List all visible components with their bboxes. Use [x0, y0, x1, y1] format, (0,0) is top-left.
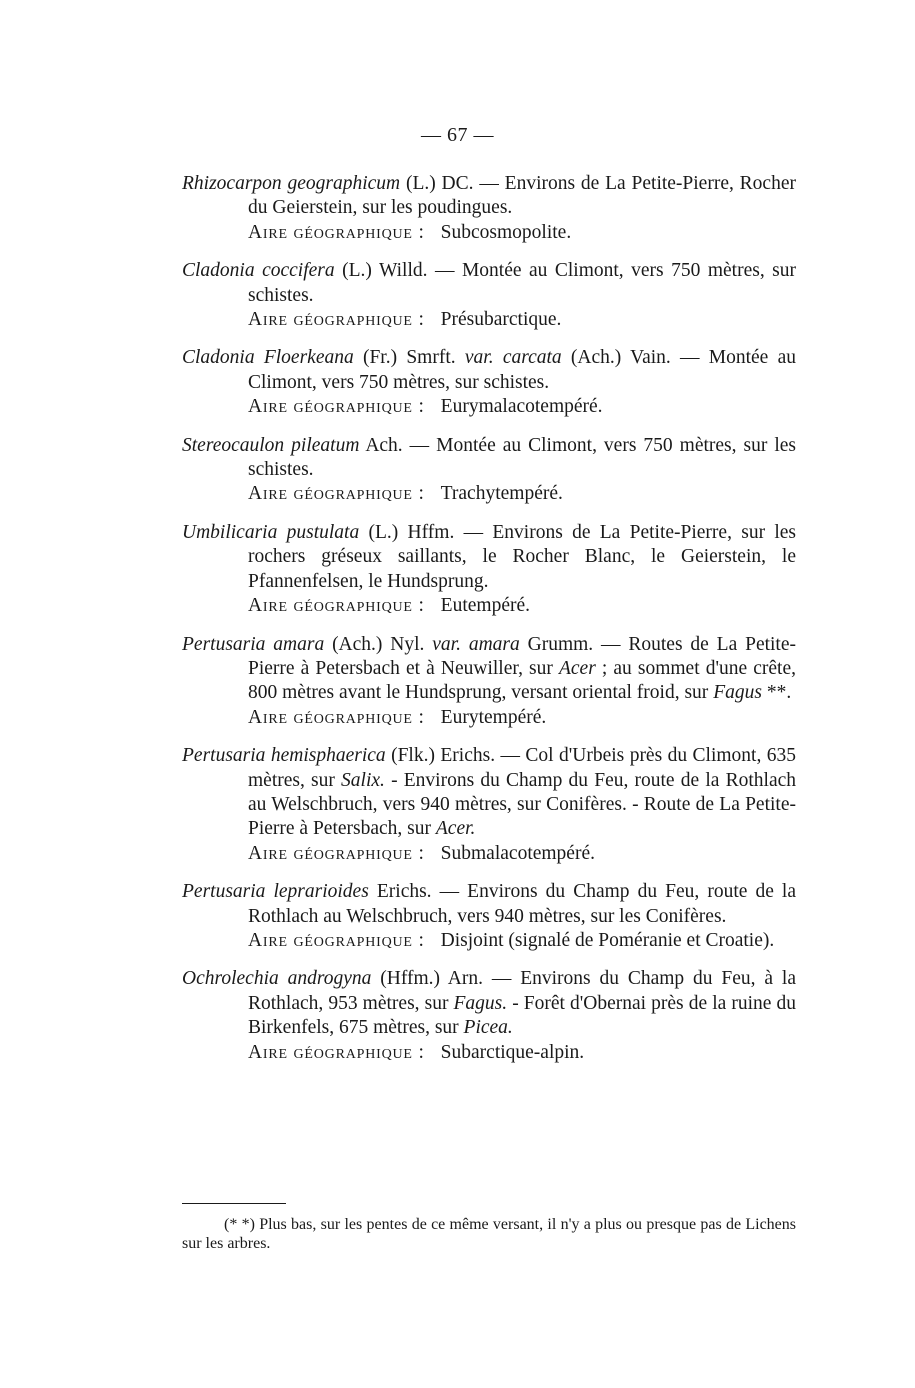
aire-value: Présubarctique. — [440, 309, 562, 331]
aire-value: Eurymalacotempéré. — [440, 396, 603, 418]
species-name: Stereocaulon pileatum — [182, 434, 360, 456]
variety-label: var. carcata — [464, 347, 562, 369]
footnote-divider — [182, 1203, 286, 1204]
entry-description: (Ach.) Nyl. — [324, 633, 433, 655]
species-name: Pertusaria leprarioides — [182, 881, 369, 903]
entry-description: (L.) DC. — Environs de La Petite-Pierre, Rocher du Geierstein, sur les poudingues. — [248, 173, 796, 219]
aire-label: Aire géographique : — [248, 595, 425, 617]
species-name: Cladonia coccifera — [182, 260, 335, 282]
aire-line — [182, 395, 796, 419]
footnote-marker: **. — [761, 682, 792, 704]
species-entry — [182, 172, 796, 245]
host-name: Fagus — [713, 682, 762, 704]
aire-line — [182, 594, 796, 618]
entry-description: (Flk.) Erichs. — Col d'Urbeis près du Climont, 635 mètres, sur — [248, 745, 796, 791]
entry-text — [182, 633, 796, 706]
entry-text — [182, 346, 796, 395]
aire-line — [182, 1041, 796, 1065]
aire-line — [182, 929, 796, 953]
entry-text — [182, 172, 796, 221]
species-entry — [182, 434, 796, 507]
entry-text — [182, 880, 796, 929]
entry-text — [182, 434, 796, 483]
aire-line — [182, 221, 796, 245]
entry-description: - Forêt d'Obernai près de la ruine du Birkenfels, 675 mètres, sur — [248, 992, 796, 1039]
aire-label: Aire géographique : — [248, 1041, 425, 1063]
aire-label: Aire géographique : — [248, 309, 425, 331]
aire-label: Aire géographique : — [248, 706, 425, 728]
aire-line — [182, 308, 796, 332]
aire-line — [182, 706, 796, 730]
entry-description: (L.) Hffm. — Environs de La Petite-Pierre, sur les rochers gréseux saillants, le Rocher Blanc, le Geierstein, le Pfannenfelsen, le Hundsprung. — [248, 521, 797, 592]
aire-line — [182, 842, 796, 866]
aire-value: Disjoint (signalé de Poméranie et Croatie). — [440, 929, 775, 951]
species-name: Pertusaria amara — [182, 633, 325, 655]
species-name: Ochrolechia androgyna — [182, 968, 372, 990]
entry-description: Ach. — Montée au Climont, vers 750 mètres, sur les schistes. — [248, 434, 796, 481]
species-name: Rhizocarpon geographicum — [182, 173, 401, 194]
footnote: (* *) Plus bas, sur les pentes de ce même versant, il n'y a plus ou presque pas de Lichens sur les arbres. — [182, 1216, 796, 1252]
species-entry — [182, 521, 796, 619]
variety-label: var. amara — [432, 633, 520, 655]
species-name: Pertusaria hemisphaerica — [182, 745, 386, 767]
aire-label: Aire géographique : — [248, 929, 425, 951]
entry-description: (Fr.) Smrft. — [353, 347, 465, 369]
species-name: Umbilicaria pustulata — [182, 521, 360, 543]
aire-label: Aire géographique : — [248, 483, 425, 505]
aire-line — [182, 482, 796, 506]
aire-value: Eurytempéré. — [440, 706, 547, 728]
aire-value: Subarctique-alpin. — [440, 1041, 585, 1063]
host-name: Acer — [558, 657, 596, 679]
entry-description: - Environs du Champ du Feu, route de la Rothlach au Welschbruch, vers 940 mètres, sur Conifères. - Route de La Petite-Pierre à Petersbach, sur — [248, 769, 796, 840]
species-entry — [182, 346, 796, 419]
entry-description: ; au sommet d'une crête, 800 mètres avant le Hundsprung, versant oriental froid, sur — [248, 657, 796, 704]
page-number: — 67 — — [421, 124, 494, 146]
host-name: Salix. — [341, 769, 385, 791]
species-entry — [182, 880, 796, 953]
host-name: Picea. — [463, 1017, 513, 1039]
species-entry — [182, 744, 796, 866]
entry-description: (L.) Willd. — Montée au Climont, vers 750 mètres, sur schistes. — [248, 260, 797, 306]
entry-description: (Hffm.) Arn. — Environs du Champ du Feu, à la Rothlach, 953 mètres, sur — [248, 968, 796, 1014]
species-entry — [182, 259, 796, 332]
aire-value: Trachytempéré. — [440, 483, 563, 505]
entry-description: Erichs. — Environs du Champ du Feu, route de la Rothlach au Welschbruch, vers 940 mètres, sur les Conifères. — [248, 881, 796, 927]
host-name: Fagus. — [453, 992, 508, 1014]
species-list — [182, 172, 796, 1079]
aire-label: Aire géographique : — [248, 396, 425, 418]
entry-text — [182, 259, 796, 308]
entry-text — [182, 521, 796, 594]
species-entry — [182, 633, 796, 731]
entry-text — [182, 744, 796, 842]
host-name: Acer. — [435, 818, 476, 840]
aire-label: Aire géographique : — [248, 221, 425, 243]
entry-description: Grumm. — Routes de La Petite-Pierre à Petersbach et à Neuwiller, sur — [248, 633, 796, 679]
species-name: Cladonia Floerkeana — [182, 347, 354, 369]
entry-description: (Ach.) Vain. — Montée au Climont, vers 750 mètres, sur schistes. — [248, 347, 796, 393]
entry-text — [182, 967, 796, 1040]
aire-value: Eutempéré. — [440, 595, 531, 617]
aire-label: Aire géographique : — [248, 842, 425, 864]
aire-value: Submalacotempéré. — [440, 842, 595, 864]
species-entry — [182, 967, 796, 1065]
aire-value: Subcosmopolite. — [440, 221, 572, 243]
